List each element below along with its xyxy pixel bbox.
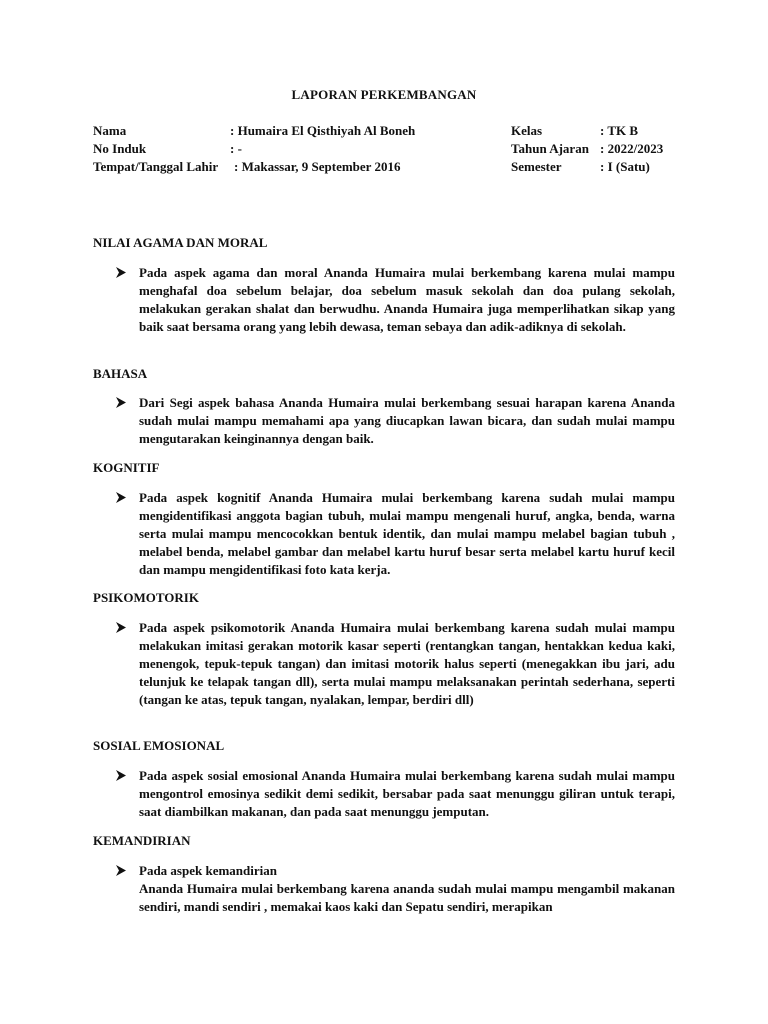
label-no-induk: No Induk	[93, 141, 147, 156]
section-text-psikomotorik: Pada aspek psikomotorik Ananda Humaira mulai berkembang karena sudah mulai mampu melakukan imitasi gerakan motorik kasar seperti (rentangkan tangan, hentakkan kedua kaki, menengok, tepuk-tepuk tangan) dan imitasi motorik halus seperti (menegakkan ibu jari, adu telunjuk ke telapak tangan dll), serta mulai mampu melaksanakan perintah sederhana, seperti (tangan ke atas, tepuk tangan, nyalakan, lempar, berdiri dll)	[139, 620, 675, 707]
section-text-bahasa: Dari Segi aspek bahasa Ananda Humaira mulai berkembang sesuai harapan karena Ananda sudah mulai mampu memahami apa yang diucapkan lawan bicara, dan sudah mulai mampu mengutarakan keinginannya dengan baik.	[139, 395, 675, 446]
label-nama: Nama	[93, 123, 127, 138]
report-title: LAPORAN PERKEMBANGAN	[291, 87, 477, 102]
label-semester: Semester	[511, 159, 562, 174]
label-tahun-ajaran: Tahun Ajaran	[511, 141, 589, 156]
value-no-induk: : -	[230, 141, 242, 156]
section-title-psikomotorik: PSIKOMOTORIK	[93, 590, 199, 605]
list-item	[115, 862, 675, 916]
section-lead-kemandirian: Pada aspek kemandirian	[139, 863, 277, 878]
list-item	[115, 394, 675, 448]
list-item	[115, 264, 675, 336]
value-nama: : Humaira El Qisthiyah Al Boneh	[230, 123, 416, 138]
arrow-bullet-icon	[115, 492, 127, 503]
label-ttl: Tempat/Tanggal Lahir	[93, 159, 219, 174]
section-title-agama-moral: NILAI AGAMA DAN MORAL	[93, 235, 268, 250]
section-text-kemandirian: Ananda Humaira mulai berkembang karena ananda sudah mulai mampu mengambil makanan sendiri, mandi sendiri , memakai kaos kaki dan Sepatu sendiri, merapikan	[139, 881, 675, 914]
arrow-bullet-icon	[115, 622, 127, 633]
arrow-bullet-icon	[115, 865, 127, 876]
list-item	[115, 767, 675, 821]
arrow-bullet-icon	[115, 397, 127, 408]
section-text-kognitif: Pada aspek kognitif Ananda Humaira mulai berkembang karena sudah mulai mampu mengidentifikasi anggota bagian tubuh, mulai mampu mengenali huruf, angka, benda, warna serta mulai mampu mencocokkan bentuk identik, dan mulai mampu melabel bagian tubuh , melabel benda, melabel gambar dan melabel kartu huruf besar serta melabel kartu huruf kecil dan mampu mengidentifikasi foto kata kerja.	[139, 490, 675, 577]
value-kelas: : TK B	[600, 123, 639, 138]
section-title-bahasa: BAHASA	[93, 366, 148, 381]
section-text-sosial-emosional: Pada aspek sosial emosional Ananda Humaira mulai berkembang karena sudah mulai mampu mengontrol emosinya sedikit demi sedikit, bersabar pada saat menunggu giliran untuk terapi, saat diambilkan makanan, dan pada saat menunggu jemputan.	[139, 768, 675, 819]
section-title-sosial-emosional: SOSIAL EMOSIONAL	[93, 738, 225, 753]
value-semester: : I (Satu)	[600, 159, 650, 174]
list-item	[115, 619, 675, 709]
section-title-kognitif: KOGNITIF	[93, 460, 160, 475]
value-tahun-ajaran: : 2022/2023	[600, 141, 664, 156]
label-kelas: Kelas	[511, 123, 543, 138]
section-title-kemandirian: KEMANDIRIAN	[93, 833, 191, 848]
arrow-bullet-icon	[115, 267, 127, 278]
section-text-agama-moral: Pada aspek agama dan moral Ananda Humaira mulai berkembang karena mulai mampu menghafal doa sebelum belajar, doa sebelum masuk sekolah dan doa pulang sekolah, melakukan gerakan shalat dan berwudhu. Ananda Humaira juga memperlihatkan sikap yang baik saat bersama orang yang lebih dewasa, teman sebaya dan adik-adiknya di sekolah.	[139, 265, 675, 334]
list-item	[115, 489, 675, 579]
arrow-bullet-icon	[115, 770, 127, 781]
value-ttl: : Makassar, 9 September 2016	[234, 159, 401, 174]
